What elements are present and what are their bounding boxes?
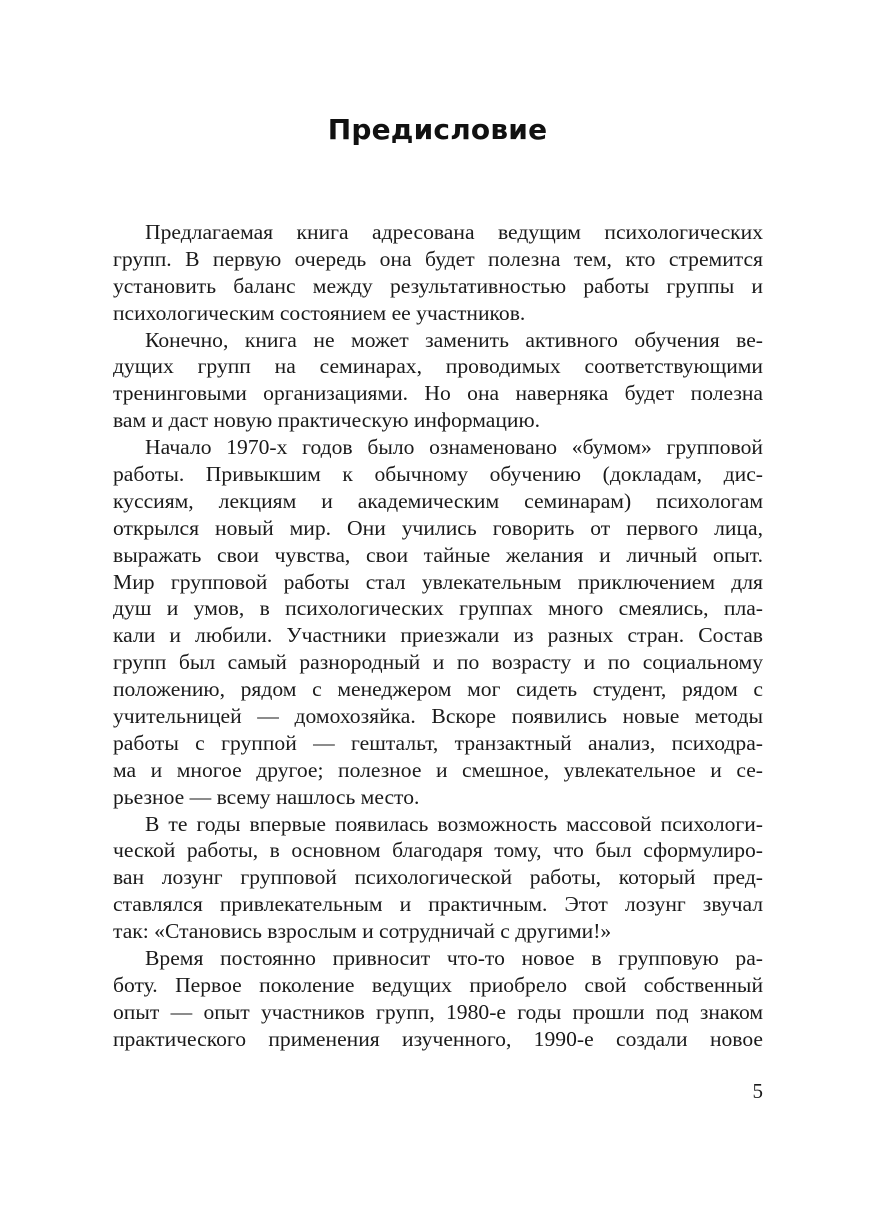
text-line: боту. Первое поколение ведущих приобрело свой собственный — [113, 972, 763, 997]
text-line: работы с группой — гештальт, транзактный анализ, психодра- — [113, 730, 763, 755]
body-text — [113, 219, 763, 1053]
text-line: рьезное — всему нашлось место. — [113, 784, 420, 809]
text-line: Предлагаемая книга адресована ведущим психологических — [145, 220, 763, 244]
text-line: вам и даст новую практическую информацию. — [113, 408, 540, 433]
text-line: Конечно, книга не может заменить активного обучения ве- — [145, 327, 763, 352]
text-line: ма и многое другое; полезное и смешное, увлекательное и се- — [113, 757, 763, 782]
text-line: открылся новый мир. Они учились говорить от первого лица, — [113, 515, 763, 540]
text-line: Начало 1970-х годов было ознаменовано «бумом» групповой — [145, 435, 763, 460]
text-line: опыт — опыт участников групп, 1980-е годы прошли под знаком — [113, 999, 763, 1024]
text-line: установить баланс между результативностью работы группы и — [113, 273, 763, 298]
paragraph-1 — [113, 219, 763, 327]
text-line: ческой работы, в основном благодаря тому, что был сформулиро- — [113, 838, 763, 863]
text-line: групп был самый разнородный и по возрасту и по социальному — [113, 650, 763, 675]
text-line: выражать свои чувства, свои тайные желания и личный опыт. — [113, 542, 763, 567]
text-line: психологическим состоянием ее участников. — [113, 300, 526, 325]
paragraph-4 — [113, 811, 763, 945]
text-line: душ и умов, в психологических группах много смеялись, пла- — [113, 596, 763, 621]
text-line: ван лозунг групповой психологической работы, который пред- — [113, 865, 763, 890]
text-line: групп. В первую очередь она будет полезна тем, кто стремится — [113, 246, 763, 271]
page-title: Предисловие — [327, 113, 548, 146]
text-line: Время постоянно привносит что-то новое в групповую ра- — [145, 946, 763, 971]
text-line: положению, рядом с менеджером мог сидеть студент, рядом с — [113, 677, 763, 702]
text-line: куссиям, лекциям и академическим семинарам) психологам — [113, 488, 763, 513]
paragraph-2 — [113, 327, 763, 435]
text-line: практического применения изученного, 1990-е создали новое — [113, 1026, 763, 1051]
text-line: ставлялся привлекательным и практичным. Этот лозунг звучал — [113, 892, 763, 917]
text-line: дущих групп на семинарах, проводимых соответствующими — [113, 354, 763, 379]
text-line: Мир групповой работы стал увлекательным приключением для — [113, 569, 763, 594]
text-line: работы. Привыкшим к обычному обучению (докладам, дис- — [113, 462, 763, 487]
text-line: кали и любили. Участники приезжали из разных стран. Состав — [113, 623, 763, 648]
text-line: так: «Становись взрослым и сотрудничай с другими!» — [113, 919, 612, 944]
page-number: 5 — [752, 1079, 763, 1103]
text-line: тренинговыми организациями. Но она наверняка будет полезна — [113, 381, 763, 406]
text-line: В те годы впервые появилась возможность массовой психологи- — [145, 811, 763, 836]
text-line: учительницей — домохозяйка. Вскоре появились новые методы — [113, 704, 763, 729]
paragraph-5 — [113, 945, 763, 1053]
paragraph-3 — [113, 434, 763, 810]
